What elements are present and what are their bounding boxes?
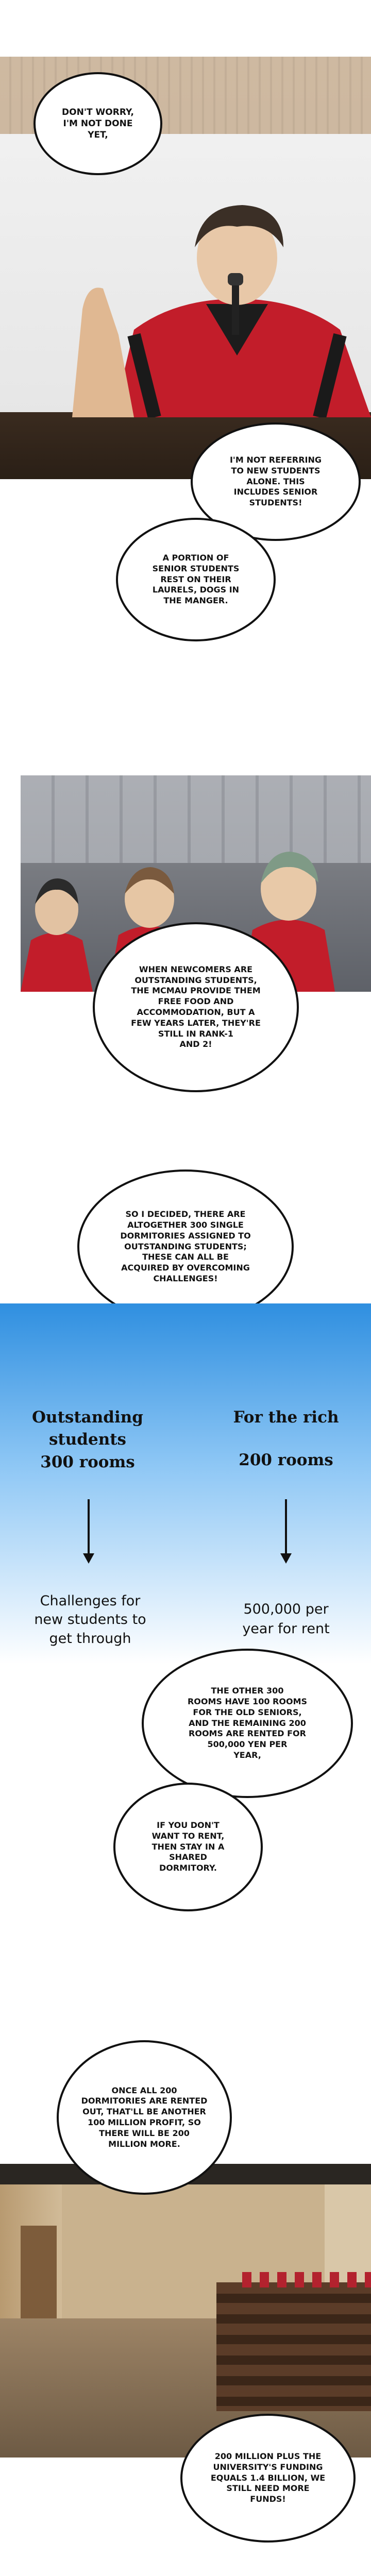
bubble-2-line: INCLUDES SENIOR bbox=[233, 487, 318, 497]
right-arrow-shaft bbox=[285, 1499, 287, 1556]
bubble-4-line: ACCOMMODATION, BUT A bbox=[137, 1007, 255, 1017]
left-arrow-shaft bbox=[88, 1499, 90, 1556]
bubble-7-line: SHARED bbox=[169, 1852, 207, 1862]
bubble-6-line: YEAR, bbox=[233, 1750, 261, 1760]
left-title-line: 300 rooms bbox=[40, 1452, 135, 1471]
room-chairs bbox=[242, 2272, 371, 2287]
right-arrow-head bbox=[280, 1553, 292, 1564]
speech-bubble-9 bbox=[180, 2414, 356, 2543]
right-result-line: 500,000 per bbox=[243, 1601, 329, 1617]
bubble-2-line: TO NEW STUDENTS bbox=[231, 465, 321, 476]
panel-diagram bbox=[0, 1303, 371, 1664]
bubble-7-line: DORMITORY. bbox=[159, 1863, 217, 1873]
bubble-7-line: WANT TO RENT, bbox=[151, 1831, 225, 1841]
speech-bubble-5 bbox=[77, 1170, 294, 1324]
bubble-2-line: STUDENTS! bbox=[249, 498, 302, 508]
diagram-left-title bbox=[23, 1406, 152, 1473]
bubble-9-line: UNIVERSITY'S FUNDING bbox=[213, 2462, 323, 2472]
bubble-5-line: CHALLENGES! bbox=[153, 1273, 218, 1283]
bubble-3-line: LAURELS, DOGS IN bbox=[152, 585, 240, 595]
bubble-5-line: ACQUIRED BY OVERCOMING bbox=[121, 1263, 250, 1273]
bubble-4-line: WHEN NEWCOMERS ARE bbox=[139, 964, 253, 974]
room-desks bbox=[216, 2282, 371, 2411]
diagram-left-result bbox=[15, 1592, 165, 1648]
left-title-line: Outstanding bbox=[32, 1408, 143, 1427]
bubble-1-line: YET, bbox=[88, 130, 108, 141]
bubble-8-line: 100 MILLION PROFIT, SO bbox=[88, 2117, 201, 2127]
bubble-5-line: SO I DECIDED, THERE ARE bbox=[125, 1209, 246, 1219]
bubble-4-line: THE MCMAU PROVIDE THEM bbox=[131, 986, 261, 996]
bubble-9-line: FUNDS! bbox=[250, 2494, 286, 2504]
bubble-6-line: AND THE REMAINING 200 bbox=[189, 1718, 306, 1728]
bubble-9-line: EQUALS 1.4 BILLION, WE bbox=[210, 2472, 326, 2483]
bubble-8-line: OUT, THAT'LL BE ANOTHER bbox=[82, 2107, 206, 2117]
bubble-5-line: ALTOGETHER 300 SINGLE bbox=[127, 1220, 244, 1230]
bubble-5-line: THESE CAN ALL BE bbox=[142, 1252, 229, 1262]
speech-bubble-7 bbox=[113, 1783, 263, 1911]
speech-bubble-3 bbox=[116, 518, 276, 641]
bubble-1-text bbox=[62, 107, 134, 141]
bubble-4-line: FEW YEARS LATER, THEY'RE bbox=[131, 1018, 261, 1028]
bubble-3-line: THE MANGER. bbox=[163, 596, 228, 606]
speech-bubble-8 bbox=[57, 2040, 232, 2195]
bubble-4-line: STILL IN RANK-1 bbox=[158, 1028, 234, 1039]
bubble-6-line: THE OTHER 300 bbox=[211, 1686, 284, 1696]
speech-bubble-6 bbox=[142, 1649, 353, 1798]
speech-bubble-4 bbox=[93, 922, 299, 1092]
bubble-1-line: I'M NOT DONE bbox=[63, 118, 133, 129]
bubble-9-line: STILL NEED MORE bbox=[226, 2483, 310, 2494]
bubble-6-line: 500,000 YEN PER bbox=[207, 1739, 288, 1750]
left-result-line: Challenges for bbox=[40, 1593, 141, 1609]
left-result-line: get through bbox=[49, 1630, 131, 1647]
left-arrow-head bbox=[83, 1553, 94, 1564]
bubble-8-line: THERE WILL BE 200 bbox=[99, 2128, 190, 2138]
diagram-right-result bbox=[216, 1600, 356, 1639]
right-result-line: year for rent bbox=[242, 1620, 330, 1637]
left-result-line: new students to bbox=[34, 1612, 146, 1628]
bubble-1-line: DON'T WORRY, bbox=[62, 107, 134, 117]
bubble-9-line: 200 MILLION PLUS THE bbox=[214, 2451, 322, 2461]
bubble-8-line: DORMITORIES ARE RENTED bbox=[81, 2096, 208, 2106]
bubble-8-line: ONCE ALL 200 bbox=[111, 2085, 177, 2095]
bubble-7-line: THEN STAY IN A bbox=[151, 1841, 225, 1852]
bubble-5-line: DORMITORIES ASSIGNED TO bbox=[120, 1230, 251, 1241]
bubble-6-line: FOR THE OLD SENIORS, bbox=[193, 1707, 302, 1717]
bubble-4-line: FREE FOOD AND bbox=[158, 996, 234, 1007]
speaker-figure bbox=[72, 201, 371, 417]
bubble-3-line: SENIOR STUDENTS bbox=[152, 563, 240, 573]
bubble-6-line: ROOMS HAVE 100 ROOMS bbox=[187, 1697, 308, 1706]
bubble-7-line: IF YOU DON'T bbox=[157, 1820, 220, 1830]
bubble-5-line: OUTSTANDING STUDENTS; bbox=[124, 1241, 247, 1251]
bubble-3-line: REST ON THEIR bbox=[160, 574, 231, 584]
left-title-line: students bbox=[48, 1430, 127, 1449]
bubble-8-line: MILLION MORE. bbox=[108, 2139, 180, 2149]
bubble-6-line: ROOMS ARE RENTED FOR bbox=[189, 1728, 306, 1739]
bubble-4-line: OUTSTANDING STUDENTS, bbox=[134, 975, 257, 985]
right-sub-line: 200 rooms bbox=[239, 1451, 333, 1470]
bubble-2-line: ALONE. THIS bbox=[246, 476, 305, 486]
diagram-right-title bbox=[216, 1406, 356, 1472]
bubble-2-line: I'M NOT REFERRING bbox=[229, 455, 322, 465]
bubble-3-line: A PORTION OF bbox=[162, 553, 229, 563]
right-title-line: For the rich bbox=[233, 1408, 339, 1427]
panel-room bbox=[0, 2164, 371, 2458]
speech-bubble-1 bbox=[33, 72, 162, 175]
bubble-4-line: AND 2! bbox=[179, 1039, 212, 1049]
